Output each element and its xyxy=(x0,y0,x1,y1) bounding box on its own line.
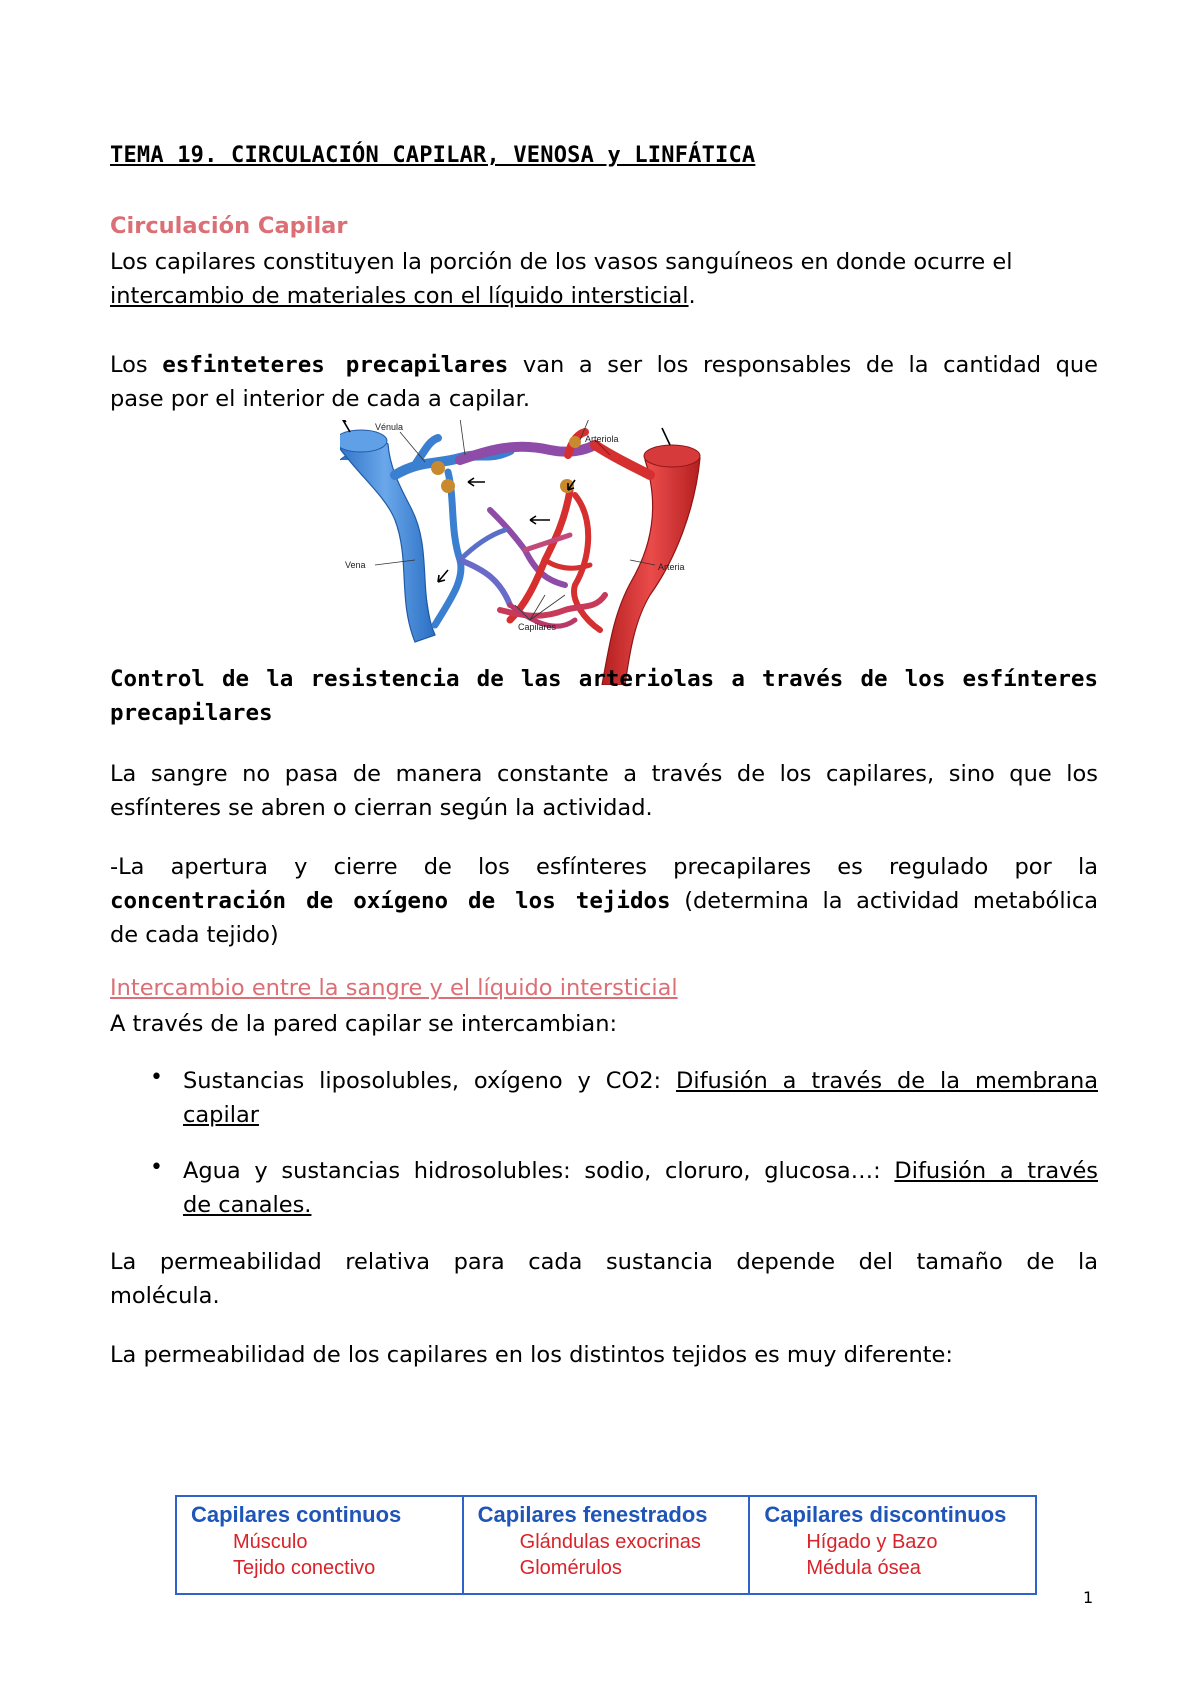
label-arteriola: Arteriola xyxy=(585,434,619,444)
artery-trunk xyxy=(602,451,700,685)
column-header: Capilares discontinuos xyxy=(764,1502,1007,1527)
vein-opening xyxy=(340,430,387,452)
text: van a ser los responsables de la cantidad que xyxy=(522,352,1098,378)
paragraph-esfinteres xyxy=(110,348,1098,416)
heading-line: Control de la resistencia de las arteriolas a través de los esfínteres xyxy=(110,666,1098,692)
column-item: Glomérulos xyxy=(519,1557,622,1579)
arteriole xyxy=(595,445,650,475)
paragraph-line: Los capilares constituyen la porción de los vasos sanguíneos en donde ocurre el xyxy=(110,249,1013,275)
text: (determina la actividad metabólica xyxy=(684,888,1098,914)
paragraph-line xyxy=(110,348,1098,382)
paragraph-apertura xyxy=(110,850,1098,952)
paragraph-line: de cada tejido) xyxy=(110,922,279,948)
underlined-text: capilar xyxy=(183,1102,259,1128)
bold-text: concentración de oxígeno de los tejidos xyxy=(110,888,671,914)
list-item-line xyxy=(183,1154,1098,1188)
column-item: Hígado y Bazo xyxy=(806,1531,938,1553)
column-header: Capilares fenestrados xyxy=(477,1502,708,1527)
paragraph-capilares xyxy=(110,245,1098,313)
table-column xyxy=(750,1497,1035,1593)
paragraph-line: La sangre no pasa de manera constante a través de los capilares, sino que los xyxy=(110,761,1098,787)
paragraph-line: molécula. xyxy=(110,1283,220,1309)
paragraph-permeabilidad xyxy=(110,1245,1098,1313)
paragraph-line: pase por el interior de cada a capilar. xyxy=(110,386,530,412)
underlined-text: Difusión a través xyxy=(894,1158,1099,1184)
label-venula: Vénula xyxy=(375,422,404,432)
paragraph-line: La permeabilidad relativa para cada sustancia depende del tamaño de la xyxy=(110,1249,1098,1275)
label-arteria: Arteria xyxy=(658,562,685,572)
paragraph-line: -La apertura y cierre de los esfínteres precapilares es regulado por la xyxy=(110,854,1098,880)
paragraph-line xyxy=(110,279,1098,313)
column-item: Médula ósea xyxy=(806,1557,921,1579)
paragraph-line xyxy=(110,884,1098,918)
list-item xyxy=(183,1154,1098,1222)
text: Sustancias liposolubles, oxígeno y CO2: xyxy=(183,1068,662,1094)
text: Agua y sustancias hidrosolubles: sodio, cloruro, glucosa…: xyxy=(183,1158,881,1184)
capillary-diagram xyxy=(340,420,760,685)
capillary-types-table xyxy=(175,1495,1037,1595)
label-vena: Vena xyxy=(345,560,366,570)
table-column xyxy=(464,1497,751,1593)
column-item: Músculo xyxy=(233,1531,308,1553)
heading-line: precapilares xyxy=(110,700,273,726)
text: Los xyxy=(110,352,148,378)
section-heading-control xyxy=(110,662,1098,730)
underlined-text: Difusión a través de la membrana xyxy=(676,1068,1098,1094)
sphincter-marker xyxy=(560,479,574,493)
capillary-network xyxy=(435,472,605,630)
page-title: TEMA 19. CIRCULACIÓN CAPILAR, VENOSA y LINFÁTICA xyxy=(110,143,756,168)
column-item: Glándulas exocrinas xyxy=(519,1531,701,1553)
sphincter-marker xyxy=(569,436,581,448)
sphincter-marker xyxy=(441,479,455,493)
section-heading-capilar: Circulación Capilar xyxy=(110,213,348,239)
paragraph-tejidos: La permeabilidad de los capilares en los distintos tejidos es muy diferente: xyxy=(110,1342,953,1368)
section-heading-intercambio: Intercambio entre la sangre y el líquido intersticial xyxy=(110,975,678,1001)
bullet-icon: • xyxy=(150,1065,163,1090)
label-capilares: Capilares xyxy=(518,622,557,632)
underlined-text: de canales. xyxy=(183,1192,312,1218)
bullet-icon: • xyxy=(150,1155,163,1180)
sphincter-marker xyxy=(431,461,445,475)
period: . xyxy=(688,283,696,309)
paragraph-intro: A través de la pared capilar se intercambian: xyxy=(110,1011,618,1037)
page-number: 1 xyxy=(1083,1588,1094,1607)
underlined-text: intercambio de materiales con el líquido intersticial xyxy=(110,283,689,309)
bold-text: esfinteteres precapilares xyxy=(162,352,509,378)
list-item xyxy=(183,1064,1098,1132)
list-item-line xyxy=(183,1064,1098,1098)
paragraph-sangre xyxy=(110,757,1098,825)
table-column xyxy=(177,1497,464,1593)
paragraph-line: esfínteres se abren o cierran según la actividad. xyxy=(110,795,653,821)
artery-opening xyxy=(644,445,700,467)
column-header: Capilares continuos xyxy=(191,1502,402,1527)
column-item: Tejido conectivo xyxy=(233,1557,376,1579)
